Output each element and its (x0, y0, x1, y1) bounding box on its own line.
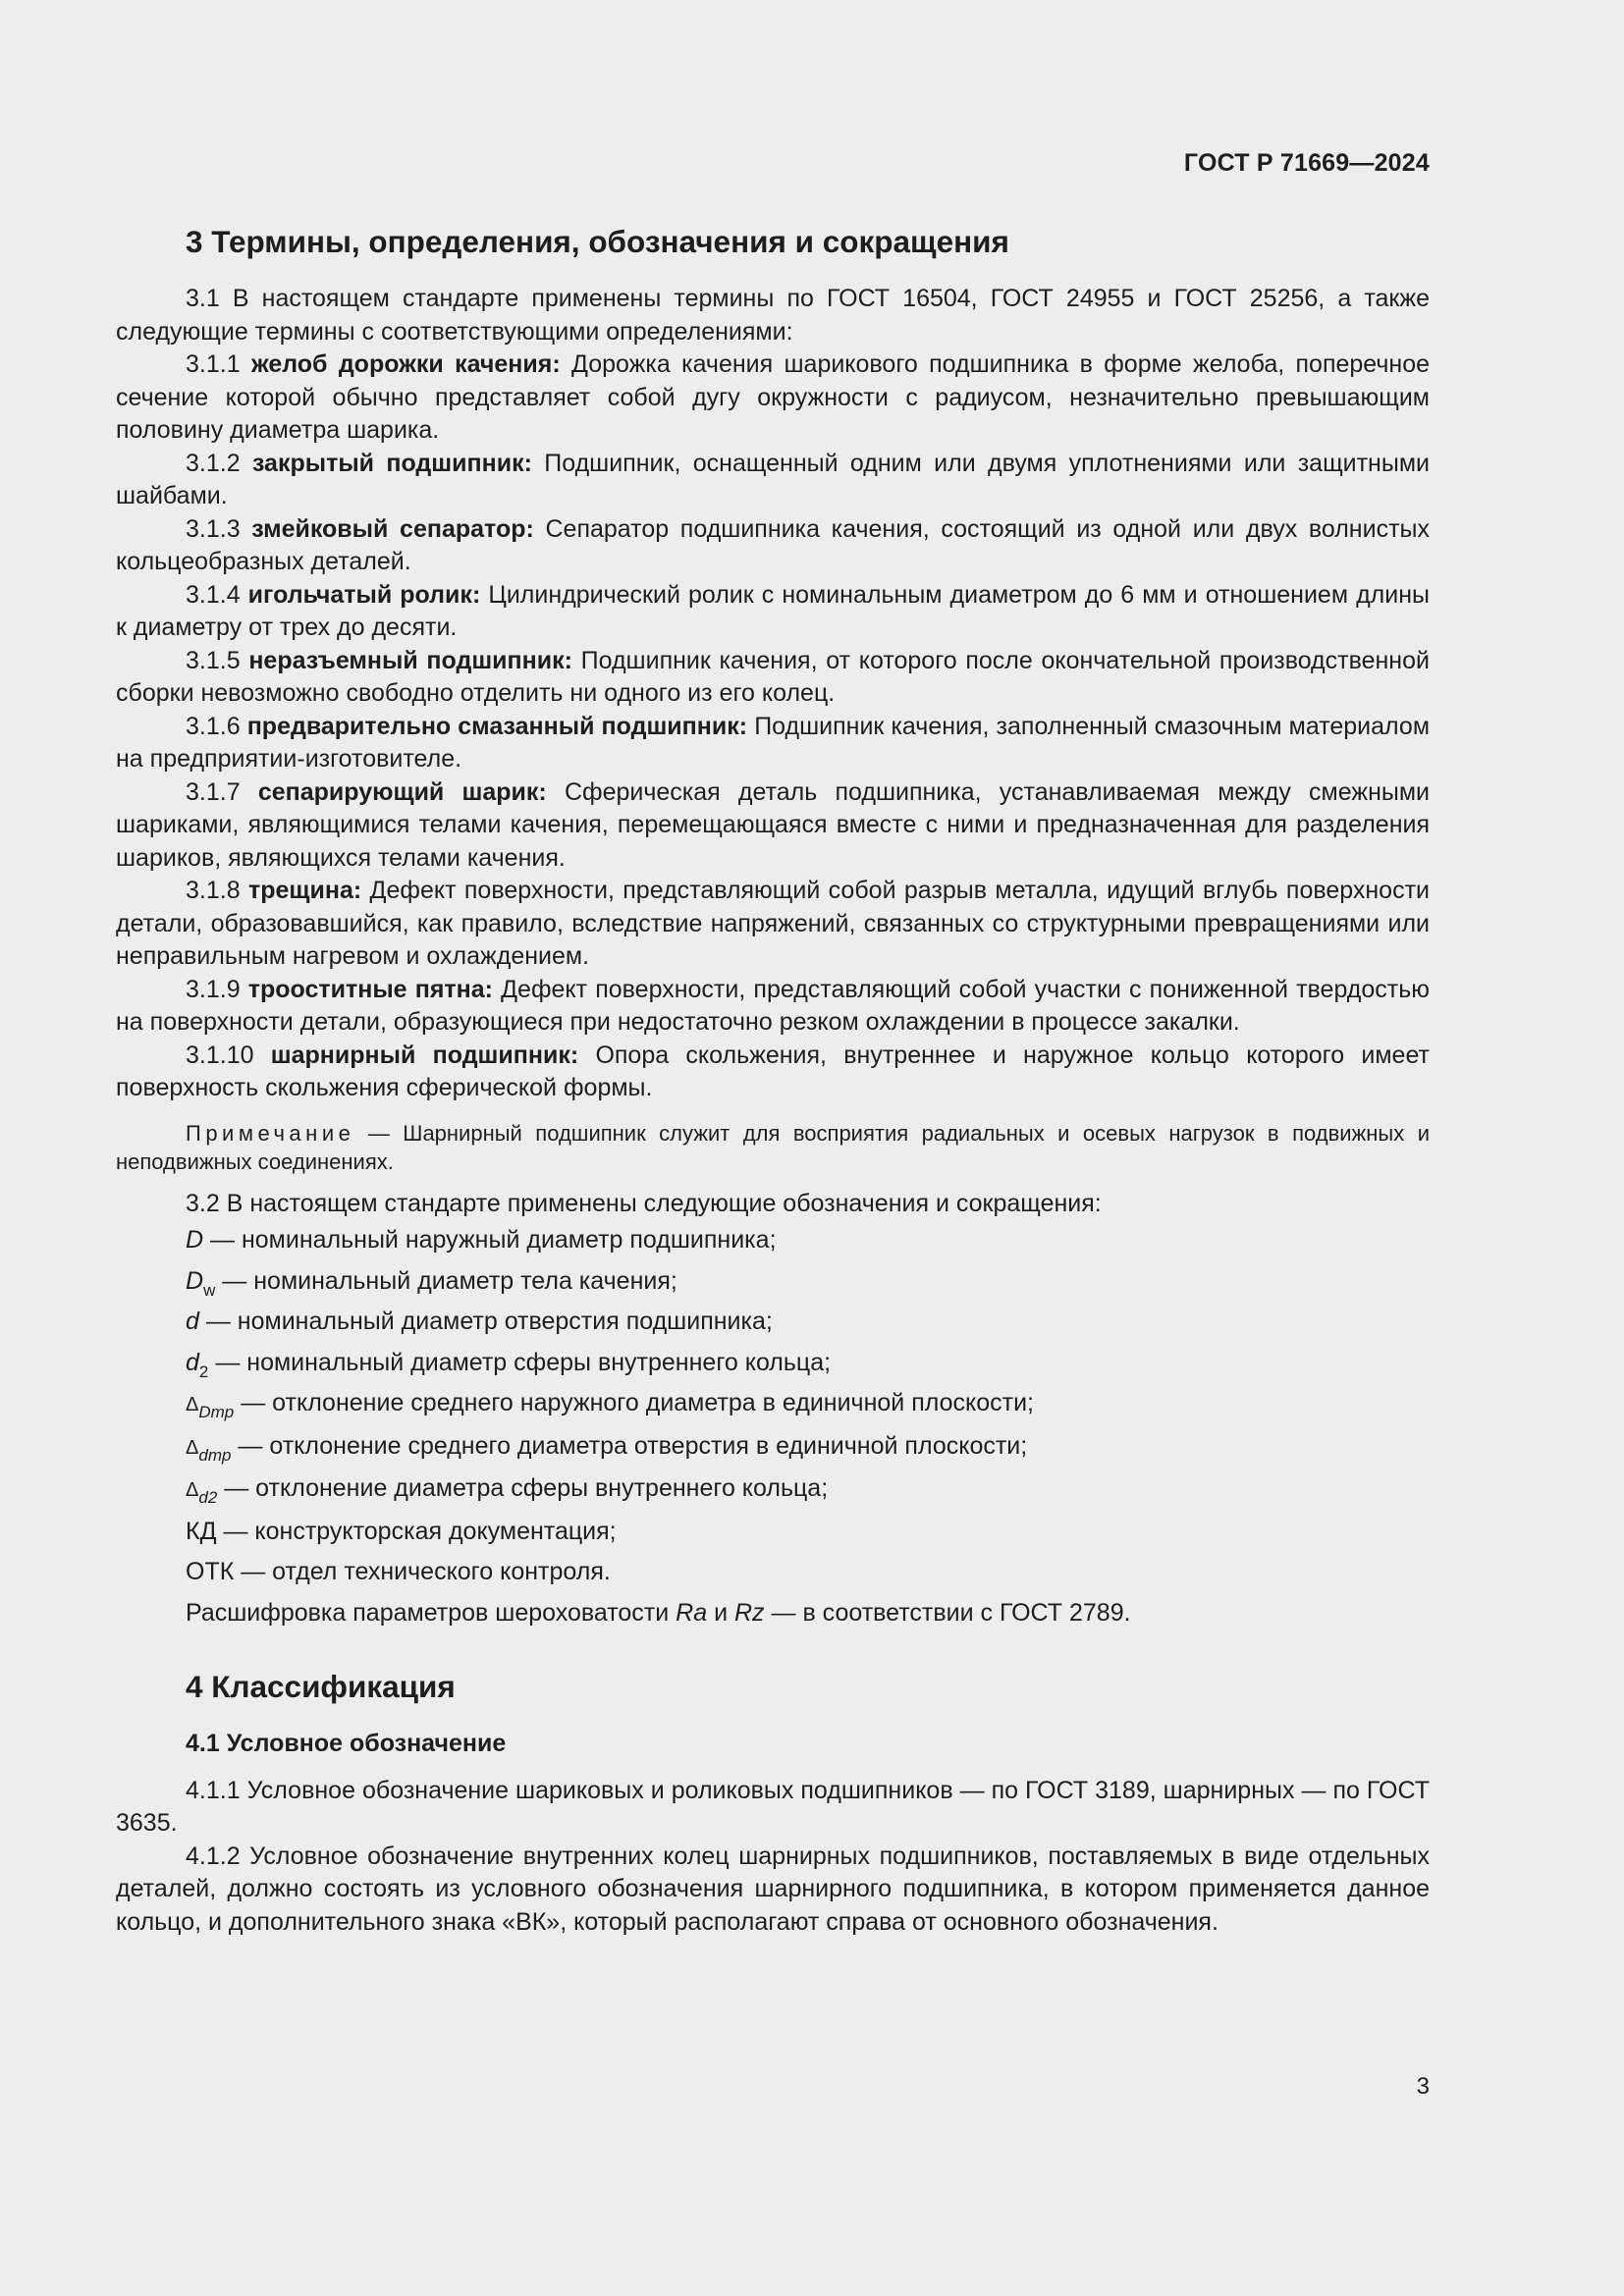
term-definition (116, 974, 1430, 1040)
symbol-text: — отклонение диаметра сферы внутреннего кольца; (224, 1474, 829, 1502)
term-number: 3.1.6 (186, 712, 241, 740)
term-definition (116, 1040, 1430, 1105)
term-text: Дорожка качения шарикового подшипника в форме желоба, поперечное сечение которой обычно представляет собой дугу окружности с радиусом, незначительно превышающим половину диаметра шарика. (116, 350, 1430, 444)
term-number: 3.1.1 (186, 350, 241, 378)
term-name: желоб дорожки качения: (250, 350, 561, 378)
term-number: 3.1.8 (186, 877, 241, 904)
paragraph-3-1: 3.1 В настоящем стандарте применены термины по ГОСТ 16504, ГОСТ 24955 и ГОСТ 25256, а также следующие термины с соответствующими определениями: (116, 285, 1430, 346)
symbol-text: — номинальный диаметр отверстия подшипника; (205, 1308, 773, 1335)
symbol: d (186, 1308, 199, 1335)
symbol-subscript: w (203, 1280, 216, 1300)
section-3-title: 3 Термины, определения, обозначения и сокращения (186, 224, 1009, 259)
symbol: D (186, 1266, 204, 1295)
term-number: 3.1.3 (186, 514, 241, 543)
term-name: трещина: (247, 877, 362, 904)
term-name: неразъемный подшипник: (248, 646, 572, 674)
symbol: d (186, 1348, 199, 1376)
symbol-subscript: d2 (198, 1488, 218, 1507)
term-name: предварительно смазанный подшипник: (246, 712, 748, 740)
roughness-line (116, 1593, 1430, 1634)
symbol: Δ (186, 1394, 199, 1415)
abbreviations-list (116, 1512, 1430, 1593)
symbol-text: — номинальный диаметр сферы внутреннего кольца; (215, 1348, 832, 1376)
term-definition (116, 348, 1430, 448)
term-text: Дефект поверхности, представляющий собой разрыв металла, идущий вглубь поверхности детали, образовавшийся, как правило, вследствие напряжений, связанных со структурными превращениями или неправильным нагревом и охлаждением. (116, 877, 1430, 970)
paragraph-3-2: 3.2 В настоящем стандарте применены следующие обозначения и сокращения: (186, 1189, 1102, 1217)
term-text: Опора скольжения, внутреннее и наружное кольцо которого имеет поверхность скольжения сферической формы. (116, 1041, 1430, 1101)
term-number: 3.1.10 (186, 1041, 254, 1069)
term-definition (116, 579, 1430, 645)
term-definition (116, 448, 1430, 513)
roughness-text-after: — в соответствии с ГОСТ 2789. (764, 1598, 1131, 1627)
symbol: Δ (186, 1436, 199, 1459)
symbol-subscript: Dmp (198, 1403, 235, 1421)
document-code: ГОСТ Р 71669—2024 (1183, 149, 1430, 177)
term-name: игольчатый ролик: (247, 580, 481, 609)
term-definition (116, 711, 1430, 776)
term-number: 3.1.4 (186, 580, 241, 609)
note-label: Примечание (186, 1120, 355, 1146)
abbreviation: ОТК — отдел технического контроля. (186, 1558, 611, 1585)
term-text: Сепаратор подшипника качения, состоящий из одной или двух волнистых кольцеобразных деталей. (116, 514, 1430, 575)
term-text: Цилиндрический ролик с номинальным диаметром до 6 мм и отношением длины к диаметру от трех до десяти. (116, 580, 1430, 641)
term-number: 3.1.2 (186, 449, 241, 477)
abbreviation: КД — конструкторская документация; (186, 1517, 617, 1545)
section-4-title: 4 Классификация (186, 1669, 456, 1704)
symbol: D (186, 1226, 204, 1254)
symbol-definition (116, 1302, 1430, 1343)
term-definition (116, 875, 1430, 974)
rz-symbol: Rz (734, 1598, 765, 1627)
paragraph-4-1-1: 4.1.1 Условное обозначение шариковых и роликовых подшипников — по ГОСТ 3189, шарнирных — по ГОСТ 3635. (116, 1776, 1430, 1837)
term-name: шарнирный подшипник: (270, 1041, 579, 1069)
symbol-text: — отклонение среднего диаметра отверстия в единичной плоскости; (238, 1431, 1028, 1460)
term-name: змейковый сепаратор: (251, 514, 534, 543)
term-text: Подшипник, оснащенный одним или двумя уплотнениями или защитными шайбами. (116, 449, 1430, 509)
symbol-text: — отклонение среднего наружного диаметра в единичной плоскости; (241, 1389, 1034, 1416)
symbol-definition (116, 1383, 1430, 1426)
symbol-text: — номинальный диаметр тела качения; (222, 1266, 677, 1295)
term-number: 3.1.5 (186, 646, 241, 674)
term-text: Сферическая деталь подшипника, устанавливаемая между смежными шариками, являющимися телами качения, перемещающаяся вместе с ними и предназначенная для разделения шариков, являющихся телами качения. (116, 777, 1430, 872)
term-name: сепарирующий шарик: (257, 777, 547, 806)
symbol-text: — номинальный наружный диаметр подшипника; (210, 1226, 777, 1254)
symbol: Δ (186, 1479, 199, 1501)
symbol-subscript: dmp (198, 1445, 232, 1465)
note (116, 1119, 1430, 1176)
roughness-text-before: Расшифровка параметров шероховатости (186, 1598, 677, 1627)
symbol-definition (116, 1261, 1430, 1303)
roughness-text-mid: и (707, 1598, 734, 1627)
terms-list (116, 348, 1430, 1105)
term-number: 3.1.9 (186, 975, 241, 1003)
symbol-definition (116, 1426, 1430, 1469)
symbol-subscript: 2 (198, 1362, 209, 1381)
term-name: закрытый подшипник: (251, 449, 532, 477)
subsection-4-1-title: 4.1 Условное обозначение (186, 1730, 507, 1757)
term-definition (116, 776, 1430, 876)
page-number: 3 (1416, 2073, 1430, 2100)
paragraph-4-1-2: 4.1.2 Условное обозначение внутренних колец шарнирных подшипников, поставляемых в виде отдельных деталей, должно состоять из условного обозначения шарнирного подшипника, в котором применяется данное кольцо, и дополнительного знака «ВК», который располагают справа от основного обозначения. (116, 1842, 1430, 1936)
note-text: — Шарнирный подшипник служит для восприятия радиальных и осевых нагрузок в подвижных и неподвижных соединениях. (116, 1120, 1430, 1174)
term-definition (116, 645, 1430, 711)
term-text: Подшипник качения, от которого после окончательной производственной сборки невозможно свободно отделить ни одного из его колец. (116, 646, 1430, 707)
term-number: 3.1.7 (186, 777, 241, 806)
symbols-list (116, 1220, 1430, 1512)
term-name: трооститные пятна: (247, 975, 493, 1003)
term-text: Подшипник качения, заполненный смазочным материалом на предприятии-изготовителе. (116, 712, 1431, 773)
page-content (116, 218, 1430, 1939)
ra-symbol: Ra (676, 1598, 708, 1627)
symbol-definition (116, 1220, 1430, 1261)
symbol-definition (116, 1343, 1430, 1384)
symbol-definition (116, 1468, 1430, 1512)
term-text: Дефект поверхности, представляющий собой участки с пониженной твердостью на поверхности детали, образующиеся при недостаточно резком охлаждении в процессе закалки. (116, 975, 1430, 1036)
term-definition (116, 513, 1430, 579)
